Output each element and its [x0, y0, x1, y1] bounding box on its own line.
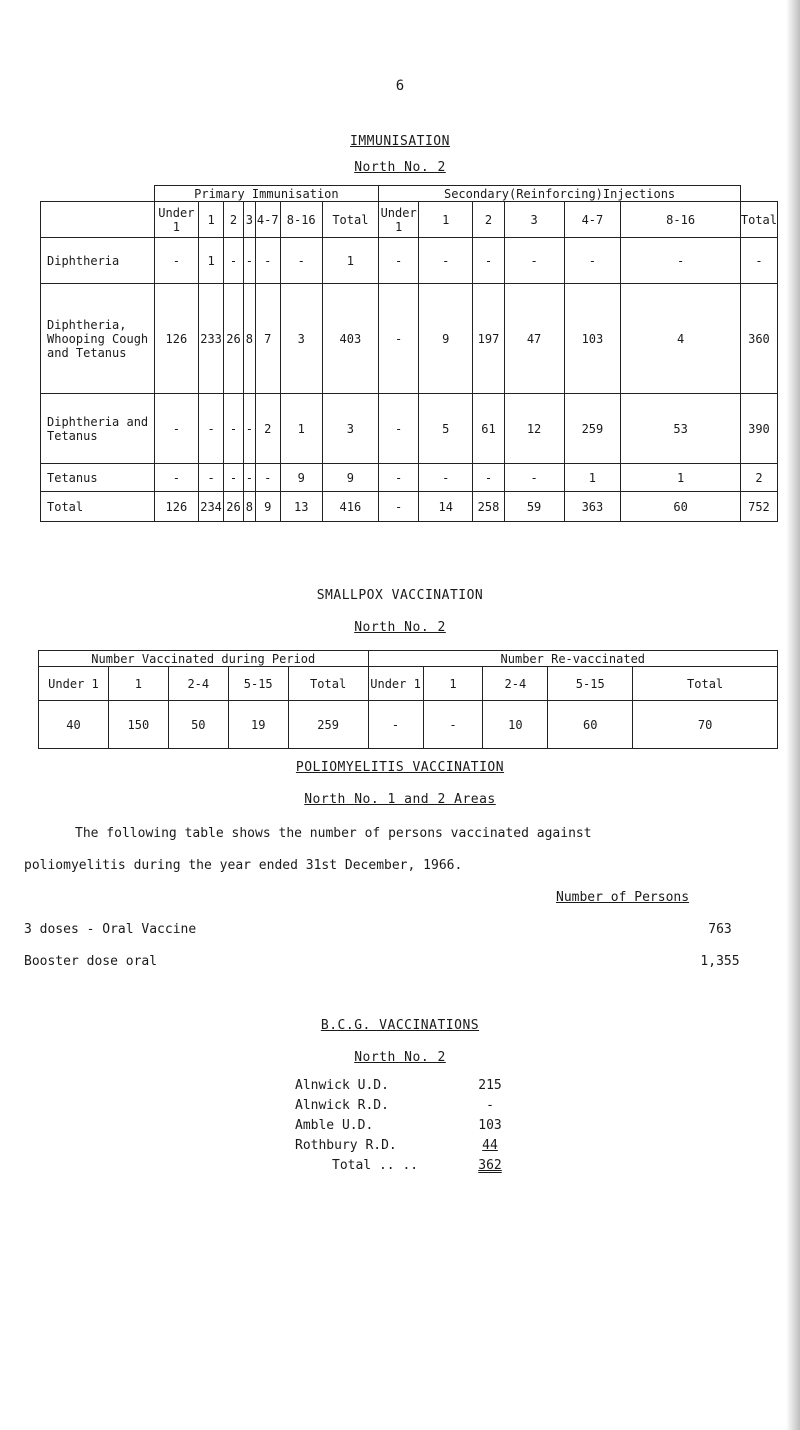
table-cell: 70 — [633, 701, 778, 749]
table-cell: - — [154, 238, 199, 284]
table-cell: 126 — [154, 492, 199, 522]
table-cell: - — [280, 238, 322, 284]
col-header: 2 — [473, 202, 504, 238]
table-cell: 61 — [473, 394, 504, 464]
table-cell: 9 — [419, 284, 473, 394]
table-cell: - — [255, 238, 280, 284]
table-cell: 150 — [108, 701, 168, 749]
table-cell: - — [244, 464, 255, 492]
polio-intro-line2: poliomyelitis during the year ended 31st December, 1966. — [24, 858, 463, 873]
secondary-injections-header: Secondary(Reinforcing)Injections — [379, 186, 741, 202]
col-header: 5-15 — [228, 667, 288, 701]
table-cell: - — [379, 492, 419, 522]
bcg-row-value: - — [486, 1098, 494, 1113]
table-row — [41, 284, 778, 394]
number-vaccinated-header: Number Vaccinated during Period — [39, 651, 369, 667]
table-row-total — [41, 492, 778, 522]
col-header: 1 — [423, 667, 483, 701]
table-cell: 9 — [322, 464, 379, 492]
bcg-total-label: Total .. .. — [332, 1158, 419, 1173]
col-header: 1 — [108, 667, 168, 701]
table-cell: - — [740, 238, 777, 284]
table-cell: - — [223, 394, 243, 464]
table-cell: 5 — [419, 394, 473, 464]
table-cell: - — [244, 238, 255, 284]
table-cell: 26 — [223, 284, 243, 394]
polio-subtitle: North No. 1 and 2 Areas — [304, 792, 496, 807]
col-header: Under 1 — [368, 667, 423, 701]
bcg-row-value: 103 — [478, 1118, 502, 1133]
table-cell: - — [473, 464, 504, 492]
table-cell: 47 — [504, 284, 564, 394]
table-cell: 9 — [280, 464, 322, 492]
polio-row-value: 763 — [708, 922, 732, 937]
table-cell: - — [379, 394, 419, 464]
col-header: 4-7 — [564, 202, 621, 238]
bcg-title: B.C.G. VACCINATIONS — [320, 1018, 480, 1033]
col-header: 2-4 — [168, 667, 228, 701]
smallpox-column-headers — [39, 667, 778, 701]
table-cell: - — [223, 238, 243, 284]
polio-column-header: Number of Persons — [556, 890, 690, 905]
table-row — [41, 464, 778, 492]
table-cell: - — [473, 238, 504, 284]
col-header: Under 1 — [39, 667, 109, 701]
col-header: Total — [322, 202, 379, 238]
table-cell: 7 — [255, 284, 280, 394]
smallpox-subtitle: North No. 2 — [354, 620, 446, 635]
table-cell: - — [423, 701, 483, 749]
col-header: Total — [633, 667, 778, 701]
table-cell: - — [419, 464, 473, 492]
scan-edge-shadow — [786, 0, 800, 1430]
row-label: Total — [41, 492, 155, 522]
immunisation-title: IMMUNISATION — [350, 134, 450, 149]
bcg-row-label: Alnwick R.D. — [295, 1098, 389, 1113]
primary-immunisation-header: Primary Immunisation — [154, 186, 379, 202]
col-header: Under 1 — [154, 202, 199, 238]
col-header: Total — [740, 202, 777, 238]
col-header: Total — [288, 667, 368, 701]
immunisation-table — [40, 185, 778, 522]
smallpox-title: SMALLPOX VACCINATION — [316, 588, 484, 603]
table-cell: - — [379, 464, 419, 492]
table-cell: 2 — [255, 394, 280, 464]
page-number: 6 — [395, 78, 405, 94]
immunisation-subtitle: North No. 2 — [354, 160, 446, 175]
table-cell: 2 — [740, 464, 777, 492]
table-cell: 12 — [504, 394, 564, 464]
table-cell: 259 — [564, 394, 621, 464]
bcg-subtitle: North No. 2 — [354, 1050, 446, 1065]
table-cell: 259 — [288, 701, 368, 749]
row-label: Diphtheria and Tetanus — [41, 394, 155, 464]
table-cell: 234 — [199, 492, 224, 522]
col-header: 1 — [419, 202, 473, 238]
table-cell: - — [223, 464, 243, 492]
table-cell: - — [621, 238, 741, 284]
col-header: 8-16 — [280, 202, 322, 238]
table-cell: 9 — [255, 492, 280, 522]
polio-row-value: 1,355 — [700, 954, 740, 969]
col-header: 4-7 — [255, 202, 280, 238]
table-row — [39, 701, 778, 749]
table-cell: 1 — [564, 464, 621, 492]
immunisation-column-headers — [41, 202, 778, 238]
bcg-row-value: 215 — [478, 1078, 502, 1093]
row-label: Tetanus — [41, 464, 155, 492]
table-cell: - — [199, 464, 224, 492]
table-cell: 40 — [39, 701, 109, 749]
table-cell: 103 — [564, 284, 621, 394]
col-header: Under 1 — [379, 202, 419, 238]
table-cell: 390 — [740, 394, 777, 464]
col-header: 5-15 — [548, 667, 633, 701]
table-cell: 3 — [322, 394, 379, 464]
col-header: 2-4 — [483, 667, 548, 701]
table-cell: 60 — [621, 492, 741, 522]
table-cell: 26 — [223, 492, 243, 522]
table-cell: 53 — [621, 394, 741, 464]
col-header: 3 — [244, 202, 255, 238]
table-cell: 10 — [483, 701, 548, 749]
table-row — [41, 238, 778, 284]
polio-row-label: 3 doses - Oral Vaccine — [24, 922, 197, 937]
table-cell: 1 — [621, 464, 741, 492]
table-cell: 50 — [168, 701, 228, 749]
table-cell: - — [199, 394, 224, 464]
col-header: 3 — [504, 202, 564, 238]
smallpox-table — [38, 650, 778, 749]
table-cell: - — [379, 284, 419, 394]
table-cell: 258 — [473, 492, 504, 522]
table-cell: 233 — [199, 284, 224, 394]
polio-title: POLIOMYELITIS VACCINATION — [295, 760, 505, 775]
table-cell: - — [564, 238, 621, 284]
polio-row-label: Booster dose oral — [24, 954, 158, 969]
table-cell: 360 — [740, 284, 777, 394]
row-label: Diphtheria, Whooping Cough and Tetanus — [41, 284, 155, 394]
table-cell: - — [419, 238, 473, 284]
table-cell: 14 — [419, 492, 473, 522]
bcg-total-value: 362 — [478, 1158, 502, 1173]
table-cell: 1 — [199, 238, 224, 284]
row-label: Diphtheria — [41, 238, 155, 284]
table-cell: 4 — [621, 284, 741, 394]
table-cell: 60 — [548, 701, 633, 749]
table-cell: - — [379, 238, 419, 284]
table-cell: 363 — [564, 492, 621, 522]
table-cell: 1 — [280, 394, 322, 464]
table-cell: - — [255, 464, 280, 492]
table-cell: 197 — [473, 284, 504, 394]
table-cell: - — [504, 464, 564, 492]
bcg-row-label: Alnwick U.D. — [295, 1078, 389, 1093]
col-header: 1 — [199, 202, 224, 238]
table-cell: 1 — [322, 238, 379, 284]
table-cell: - — [154, 464, 199, 492]
table-cell: 416 — [322, 492, 379, 522]
table-cell: - — [504, 238, 564, 284]
table-cell: 19 — [228, 701, 288, 749]
bcg-row-value: 44 — [482, 1138, 498, 1153]
table-row — [41, 394, 778, 464]
table-cell: 3 — [280, 284, 322, 394]
table-cell: - — [244, 394, 255, 464]
table-cell: 59 — [504, 492, 564, 522]
table-cell: 403 — [322, 284, 379, 394]
number-revaccinated-header: Number Re-vaccinated — [368, 651, 777, 667]
table-cell: 13 — [280, 492, 322, 522]
table-cell: 752 — [740, 492, 777, 522]
bcg-row-label: Rothbury R.D. — [295, 1138, 397, 1153]
col-header: 8-16 — [621, 202, 741, 238]
table-cell: - — [368, 701, 423, 749]
col-header: 2 — [223, 202, 243, 238]
table-cell: 8 — [244, 284, 255, 394]
table-cell: 126 — [154, 284, 199, 394]
bcg-row-label: Amble U.D. — [295, 1118, 374, 1133]
polio-intro-line1: The following table shows the number of persons vaccinated against — [75, 826, 592, 841]
table-cell: - — [154, 394, 199, 464]
table-cell: 8 — [244, 492, 255, 522]
